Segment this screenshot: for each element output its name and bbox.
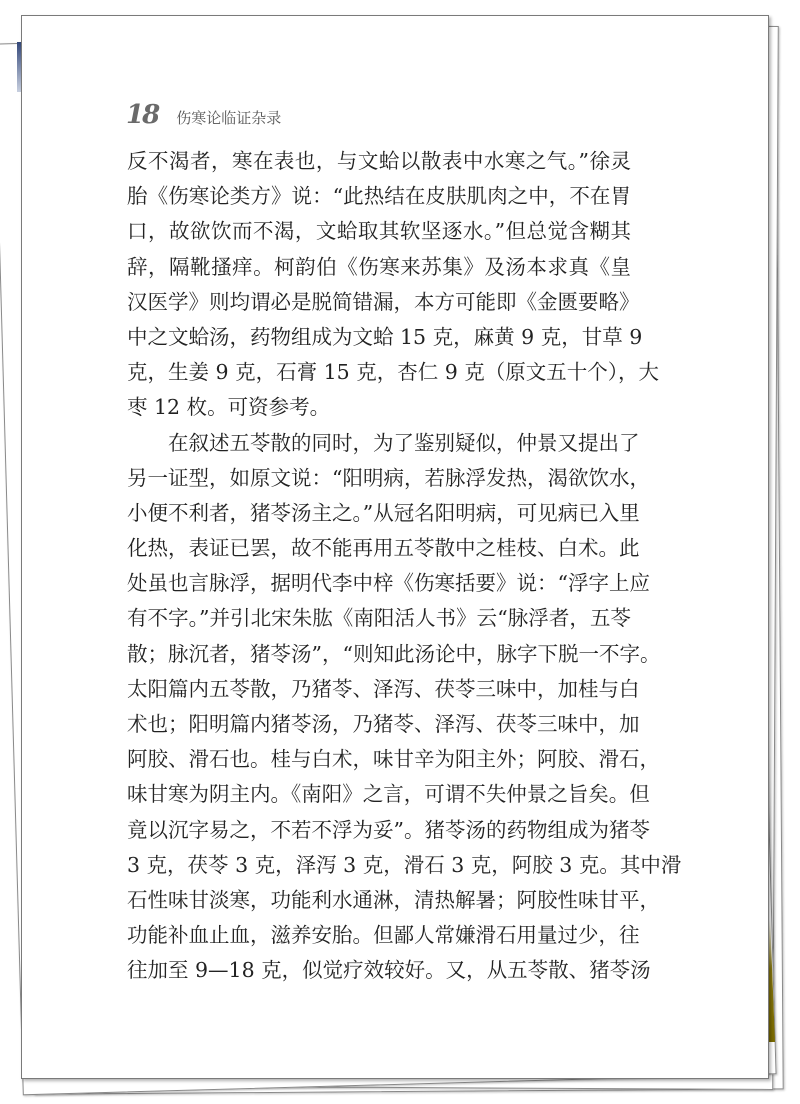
text-line: 辞，隔靴搔痒。柯韵伯《伤寒来苏集》及汤本求真《皇: [127, 254, 631, 279]
text-line: 石性味甘淡寒，功能利水通淋，清热解暑；阿胶性味甘平，: [127, 887, 660, 912]
text-line: 另一证型，如原文说：“阳明病，若脉浮发热，渴欲饮水，: [127, 465, 650, 490]
text-line: 味甘寒为阴主内。《南阳》之言，可谓不失仲景之旨矣。但: [127, 782, 650, 807]
text-line: 处虽也言脉浮，据明代李中梓《伤寒括要》说：“浮字上应: [127, 571, 650, 596]
text-line: 太阳篇内五苓散，乃猪苓、泽泻、茯苓三味中，加桂与白: [127, 676, 640, 701]
text-line: 中之文蛤汤，药物组成为文蛤 15 克，麻黄 9 克，甘草 9: [127, 324, 643, 349]
text-line: 往加至 9—18 克，似觉疗效较好。又，从五苓散、猪苓汤: [127, 958, 651, 983]
book-title: 伤寒论临证杂录: [176, 109, 282, 127]
text-line: 汉医学》则均谓必是脱简错漏，本方可能即《金匮要略》: [127, 289, 640, 314]
paragraph-start-line: 在叙述五苓散的同时，为了鉴别疑似，仲景又提出了: [168, 430, 640, 455]
text-line: 化热，表证已罢，故不能再用五苓散中之桂枝、白术。此: [127, 536, 640, 561]
text-line: 胎《伤寒论类方》说：“此热结在皮肤肌肉之中，不在胃: [127, 184, 631, 209]
text-line: 阿胶、滑石也。桂与白术，味甘辛为阳主外；阿胶、滑石，: [127, 747, 660, 772]
text-line: 小便不利者，猪苓汤主之。”从冠名阳明病，可见病已入里: [127, 500, 640, 525]
text-line: 术也；阳明篇内猪苓汤，乃猪苓、泽泻、茯苓三味中，加: [127, 712, 640, 736]
text-line: 口，故欲饮而不渴，文蛤取其软坚逐水。”但总觉含糊其: [127, 219, 631, 244]
text-line: 竟以沉字易之，不若不浮为妥”。猪苓汤的药物组成为猪苓: [127, 817, 650, 842]
text-line: 3 克，茯苓 3 克，泽泻 3 克，滑石 3 克，阿胶 3 克。其中滑: [127, 852, 682, 877]
running-header: [126, 100, 281, 130]
text-line: 克，生姜 9 克，石膏 15 克，杏仁 9 克（原文五十个），大: [127, 360, 660, 385]
text-line: 有不字。”并引北宋朱肱《南阳活人书》云“脉浮者，五苓: [127, 606, 631, 631]
text-line: 功能补血止血，滋养安胎。但鄙人常嫌滑石用量过少，往: [127, 923, 640, 948]
text-line: 枣 12 枚。可资参考。: [127, 395, 331, 420]
text-line: 反不渴者，寒在表也，与文蛤以散表中水寒之气。”徐灵: [127, 149, 631, 173]
body-text: [127, 144, 682, 989]
text-line: 散；脉沉者，猪苓汤”，“则知此汤论中，脉字下脱一不字。: [127, 641, 661, 666]
page-number: 18: [126, 100, 159, 130]
